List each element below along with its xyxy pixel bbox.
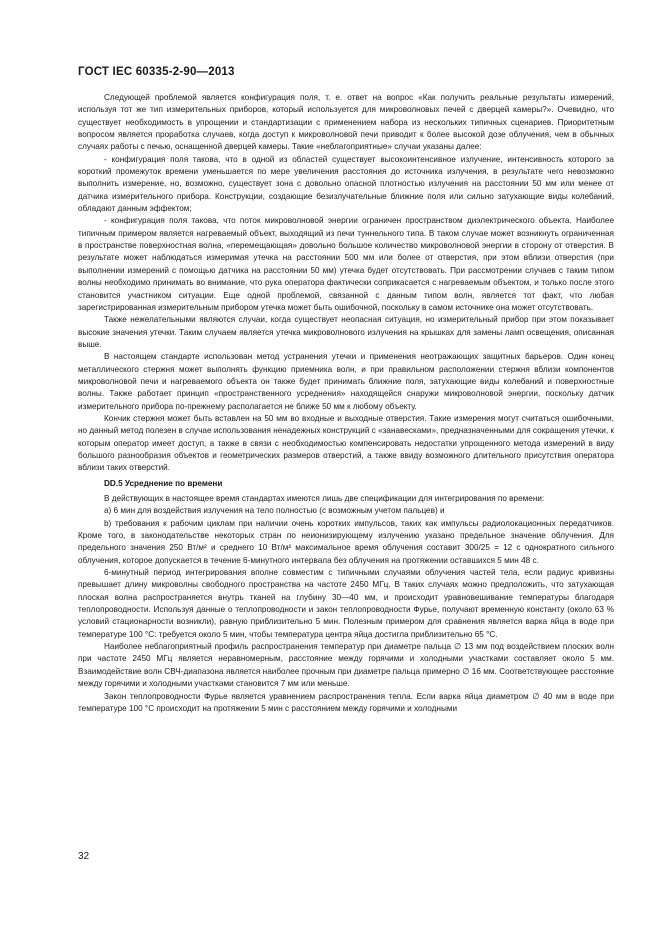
paragraph: Закон теплопроводности Фурье является уравнением распространения тепла. Если варка яйца диаметром ∅ 40 мм в воде при температуре 100 °C происходит на протяжении 5 мин с расстоянием между горячими и холодными <box>78 691 614 713</box>
paragraph: - конфигурация поля такова, что в одной из областей существует высокоинтенсивное излучение, интенсивность которого за короткий промежуток времени уменьшается по мере увеличения расстояния до источника излучения, в результате чего невозможно выполнить измерение, но, возможно, существует зона с довольно опасной плотностью излучения на расстоянии 50 мм или менее от датчика измерительного прибора. Конструкции, создающие безизлучательные ближние поля или сильно затухающие виды колебаний, обладают данным эффектом; <box>78 154 614 214</box>
paragraph: В действующих в настоящее время стандартах имеются лишь две спецификации для интегрирования по времени: <box>104 494 545 503</box>
list-item: b) требования к рабочим циклам при наличии очень коротких импульсов, таких как импульсы радиолокационных передатчиков. Кроме того, в законодательстве некоторых стран по неионизирующему излучению указано предельное значение облучения. Для предельного значения 250 Вт/м² и среднего 10 Вт/м² максимальное время облучения составит 300/25 = 12 с однократного сильного облучения, которое допускается в течение 6-минутного интервала без облучения на протяжении оставшихся 5 мин 48 с. <box>78 518 614 565</box>
paragraph: В настоящем стандарте использован метод устранения утечки и применения неотражающих защитных барьеров. Один конец металлического стержня может выполнять функцию приемника волн, и при правильном расположении стержня вблизи компонентов микроволновой печи и нагреваемого объекта он также будет принимать ближние поля, затухающие виды колебаний и поверхностные волны. Также работает принцип «пространственного усреднения» находящейся снаружи микроволновой энергии, поскольку датчик измерительного прибора по-прежнему располагается не ближе 50 мм к любому объекту. <box>78 352 614 411</box>
paragraph: Также нежелательными являются случаи, когда существует неопасная ситуация, но измерительный прибор при этом показывает высокие значения утечки. Таким случаем является утечка микроволнового излучения на крышках для замены ламп освещения, описанная выше. <box>78 315 614 349</box>
section-heading: DD.5 Усреднение по времени <box>104 478 223 488</box>
list-item: a) 6 мин для воздействия излучения на тело полностью (с возможным учетом пальцев) и <box>104 506 445 516</box>
paragraph: - конфигурация поля такова, что поток микроволновой энергии ограничен пространством диэлектрического объекта. Наиболее типичным примером является нагреваемый объект, выходящий из печи туннельного типа. В таком случае может возникнуть ограниченная в пространстве поверхностная волна, «перемещающая» довольно большое количество микроволновой энергии в сторону от отверстия. В результате может наблюдаться измеримая утечка на расстоянии 500 мм или более от отверстия, при этом вблизи отверстия (при выполнении измерений с помощью датчика на расстоянии 50 мм) утечка будет отсутствовать. При рассмотрении случаев с таким типом волны необходимо принимать во внимание, что рука оператора фактически соприкасается с нагреваемым объектом, и только после этого становится участником ситуации. Еще одной проблемой, связанной с данным типом волн, является тот факт, что любая зарегистрированная измерительным прибором утечка может быть ошибочной, поскольку в самом источнике она может отсутствовать. <box>78 216 614 312</box>
paragraph: Следующей проблемой является конфигурация поля, т. е. ответ на вопрос «Как получить реальные результаты измерений, используя тот же тип измерительных приборов, который используется для микроволновых печей с дверцей камеры?». Очевидно, что существует необходимость в упрощении и стандартизации с применением набора из нескольких типичных сценариев. Приоритетным вопросом является проработка случаев, когда доступ к микроволновой печи приводит к более высокой дозе облучения, чем в обычных случаях работы с печью, оснащенной дверцей камеры. Такие «неблагоприятные» случаи указаны далее: <box>78 93 614 152</box>
document-body <box>78 92 614 715</box>
paragraph: 6-минутный период интегрирования вполне совместим с типичными случаями облучения частей тела, если радиус кривизны превышает длину микроволны свободного пространства на частоте 2450 МГц. В таких случаях можно предположить, что затухающая плоская волна распространяется внутрь тканей на глубину 30—40 мм, и происходит уравновешивание температуры благодаря теплопроводности. Используя данные о теплопроводности и закон теплопроводности Фурье, получают временную константу (около 63 % условий стационарности возникли), равную приблизительно 5 мин. Полезным примером для сравнения является варка яйца в воде при температуре 100 °C: требуется около 5 мин, чтобы температура центра яйца достигла приблизительно 65 °C. <box>78 568 614 639</box>
page-number: 32 <box>78 851 90 862</box>
document-header: ГОСТ IEC 60335-2-90—2013 <box>78 66 235 78</box>
paragraph: Кончик стержня может быть вставлен на 50 мм во входные и выходные отверстия. Такие измерения могут считаться ошибочными, но данный метод полезен в случае использования ненадежных конструкций с «занавесками», предназначенными для сокращения утечки, к которым оператор имеет доступ, а также в связи с необходимостью компенсировать недостатки упрощенного метода измерений в виду большого разнообразия объектов и геометрических размеров отверстий, а также ввиду возможного длительного присутствия оператора вблизи таких отверстий. <box>78 413 614 473</box>
paragraph: Наиболее неблагоприятный профиль распространения температур при диаметре пальца ∅ 13 мм под воздействием плоских волн при частоте 2450 МГц является неравномерным, расстояние между горячими и холодными участками составляет около 5 мм. Взаимодействие волн СВЧ-диапазона является наиболее прочным при диаметре пальца примерно ∅ 16 мм. Соответствующее расстояние между горячими и холодными участками становится 7 мм или меньше. <box>78 642 614 689</box>
